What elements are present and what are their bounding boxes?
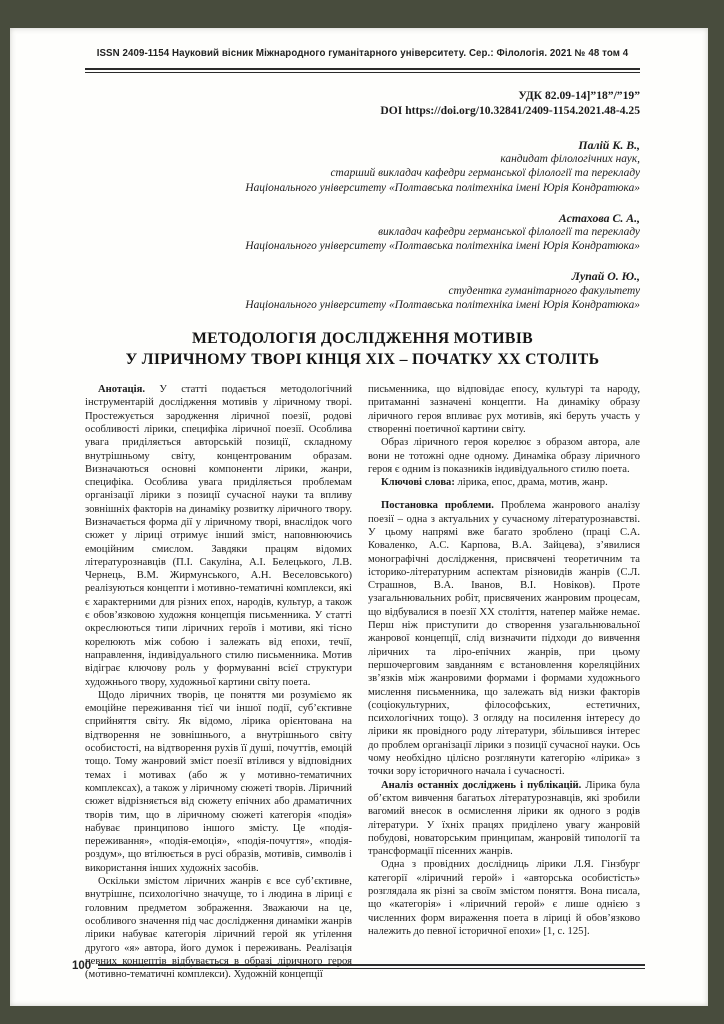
keywords-paragraph: [368, 476, 640, 489]
author-block-2: [85, 211, 640, 254]
paragraph-text: Образ ліричного героя корелює з образом автора, але вони не тотожні одне одному. Динаміка образу ліричного героя є одним із показників індивідуального стилю поета.: [368, 437, 640, 475]
paragraph-text: Лірика була об’єктом вивчення багатьох літературознавців, які зробили вагомий внесок в осмислення лірики як одного з родів літератури. У їхніх працях приділено увагу жанровій побудові, новаторським принципам, жанровій типології та трансформації пісенних жанрів.: [368, 779, 640, 858]
paragraph-text: Щодо ліричних творів, це поняття ми розуміємо як емоційне переживання тієї чи іншої події, суб’єктивне сприйняття світу. Як відомо, лірика орієнтована на відтворення не зовнішнього, а внутрішнього світу особистості, на відтворення рухів її душі, почуттів, емоцій тощо. Тому жанровий зміст поезії втілився у відповідних темах і мотивах (або ж у мотивно-тематичних комплексах), а також у ліричному сюжеті творів. Ліричний сюжет відрізняється від сюжету епічних або драматичних творів тим, що в ліричному сюжеті категорія «подія» набуває принципово іншого змісту. Це «подія-переживання», «подія-емоція», «подія-почуття», «подія-роздум», що втілюється в русі образів, мотивів, символів і використання інших художніх засобів.: [85, 689, 352, 874]
page-footer: [72, 960, 645, 972]
column-right: [368, 383, 640, 981]
problem-statement-paragraph: [368, 499, 640, 778]
body-paragraph: [368, 436, 640, 476]
article-title-line1: МЕТОДОЛОГІЯ ДОСЛІДЖЕННЯ МОТИВІВ: [191, 330, 534, 348]
authors-block: [85, 138, 640, 312]
article-title-line2: У ЛІРИЧНОМУ ТВОРІ КІНЦЯ XIX – ПОЧАТКУ XX СТОЛІТЬ: [125, 351, 600, 369]
author-affiliation-line: Національного університету «Полтавська політехніка імені Юрія Кондратюка»: [245, 240, 640, 253]
article-body: [85, 383, 640, 981]
paragraph-text: Проблема жанрового аналізу поезії – одна з актуальних у сучасному літературознавстві. У цьому напрямі вже багато зроблено (праці С.А. Коваленко, А.С. Карпова, В.А. Зайцева), з’явилися монографічні дослідження, присвячені теоретичним та історико-літературним аспектам різновидів жанрів (С.Л. Страшнов, В.А. Іванов, В.І. Новіков). Проте узагальнювальних робіт, присвячених жанровим процесам, що відбувалися в поезії XX століття, натепер майже немає. Перш ніж приступити до створення узагальнювальної жанрової концепції, слід визначити підходи до вивчення ліричних та ліро-епічних жанрів, при цьому першочерговим завданням є встановлення кореляційних зв’язків між жанровими формами і формами художнього мислення письменника, що залежать від низки факторів (соціокультурних, філософських, естетичних, психологічних тощо). З огляду на посилення інтересу до лірики як провідного роду літератури, збільшився інтерес до проблем організації лірики з позиції сучасної науки. Ось чому необхідно цілісно розглянути категорію «лірика» з точки зору історичного начала і сучасності.: [368, 500, 640, 778]
article-meta: [85, 88, 640, 118]
journal-header: [85, 48, 640, 73]
author-block-3: [85, 269, 640, 312]
doi-line: DOI https://doi.org/10.32841/2409-1154.2021.48-4.25: [380, 104, 640, 117]
footer-rule: [98, 964, 645, 969]
body-paragraph: [85, 689, 352, 875]
paragraph-text: Оскільки змістом ліричних жанрів є все суб’єктивне, внутрішнє, психологічно значуще, то і людина в ліриці є головним предметом зображення. Зважаючи на це, особливого значення під час дослідження динаміки жанрів лірики набуває категорія ліричний герой як утілення другого «я» автора, його думок і переживань. Реалізація певних концептів відбувається в образі ліричного героя (мотивно-тематичні комплекси). Художній концепції: [85, 876, 352, 981]
page-content: [85, 48, 640, 981]
page-number: 100: [72, 960, 92, 972]
header-rule: [85, 68, 640, 73]
literature-review-paragraph: [368, 779, 640, 859]
section-label: Постановка проблеми.: [381, 500, 494, 512]
author-name: Палій К. В.,: [578, 138, 640, 152]
abstract-paragraph: [85, 383, 352, 689]
author-affiliation-line: Національного університету «Полтавська політехніка імені Юрія Кондратюка»: [245, 298, 640, 311]
author-affiliation-line: студентка гуманітарного факультету: [448, 284, 640, 297]
abstract-label: Анотація.: [98, 384, 145, 396]
paragraph-text: лірика, епос, драма, мотив, жанр.: [454, 477, 608, 489]
journal-issn-line: ISSN 2409-1154 Науковий вісник Міжнародного гуманітарного університету. Сер.: Філологія. 2021 № 48 том 4: [96, 48, 629, 59]
paragraph-text: У статті подається методологічний інструментарій дослідження мотивів у ліричному творі. Простежується зародження ліричної поезії, родові особливості лірики, специфіка ліричної поезії. Особлива увага приділяється авторській позиції, складному внутрішньому світу, концентрованим образам. Визначаються основні компоненти лірики, жанри, специфіка. Особлива увага приділяється проблемам організації лірики з позиції сучасної науки та впливу зовнішніх факторів на динаміку розвитку ліричного твору. Визначається форма дії у ліричному творі, внаслідок чого сюжет у ліриці отримує інший зміст, наповнюючись емоційним смислом. Завдяки працям відомих літературознавців (П.І. Сакуліна, А.І. Белецького, Л.В. Чернець, В.М. Жирмунського, А.Н. Веселовського) реалізуються концепти і мотивно-тематичні комплекси, які є характерними для різних епох, народів, культур, а також є обов’язковою художня концепція письменника. У статті окреслюються типи ліричних героїв і мотиви, які тісно корелюють між собою і залежать від епохи, течії, направлення, індивідуального стилю письменника. Мотив відіграє ключову роль у формуванні всієї структури художнього твору, художньої картини світу поета.: [85, 384, 352, 688]
author-affiliation-line: Національного університету «Полтавська політехніка імені Юрія Кондратюка»: [245, 181, 640, 194]
keywords-label: Ключові слова:: [381, 477, 455, 489]
article-title: [85, 328, 640, 370]
author-name: Лупай О. Ю.,: [571, 269, 640, 284]
udk-code: УДК 82.09-14]”18”/”19”: [518, 89, 640, 102]
body-paragraph: [368, 858, 640, 938]
author-affiliation-line: старший викладач кафедри германської філології та перекладу: [330, 167, 640, 180]
author-affiliation-line: викладач кафедри германської філології та перекладу: [378, 226, 640, 239]
author-name: Астахова С. А.,: [558, 210, 640, 225]
paragraph-text: письменника, що відповідає епосу, культурі та народу, притаманні зазначені концепти. На динаміку образу ліричного героя впливає рух мотивів, які беруть участь у створенні поетичної картини світу.: [368, 384, 640, 435]
section-label: Аналіз останніх досліджень і публікацій.: [381, 779, 582, 791]
page: [10, 28, 708, 1006]
author-affiliation-line: кандидат філологічних наук,: [500, 153, 640, 166]
paragraph-text: Одна з провідних дослідниць лірики Л.Я. Гінзбург категорії «ліричний герой» і «авторська особистість» розглядала як різні за своїм змістом поняття. Вона писала, що «категорія» і «ліричний герой» є лише однією з численних форм вираження поета в ліриці й обов’язково належить до певної історичної епохи» [1, с. 125].: [368, 859, 640, 937]
column-left: [85, 383, 352, 981]
author-block-1: [85, 138, 640, 195]
body-paragraph-continued: [368, 383, 640, 436]
